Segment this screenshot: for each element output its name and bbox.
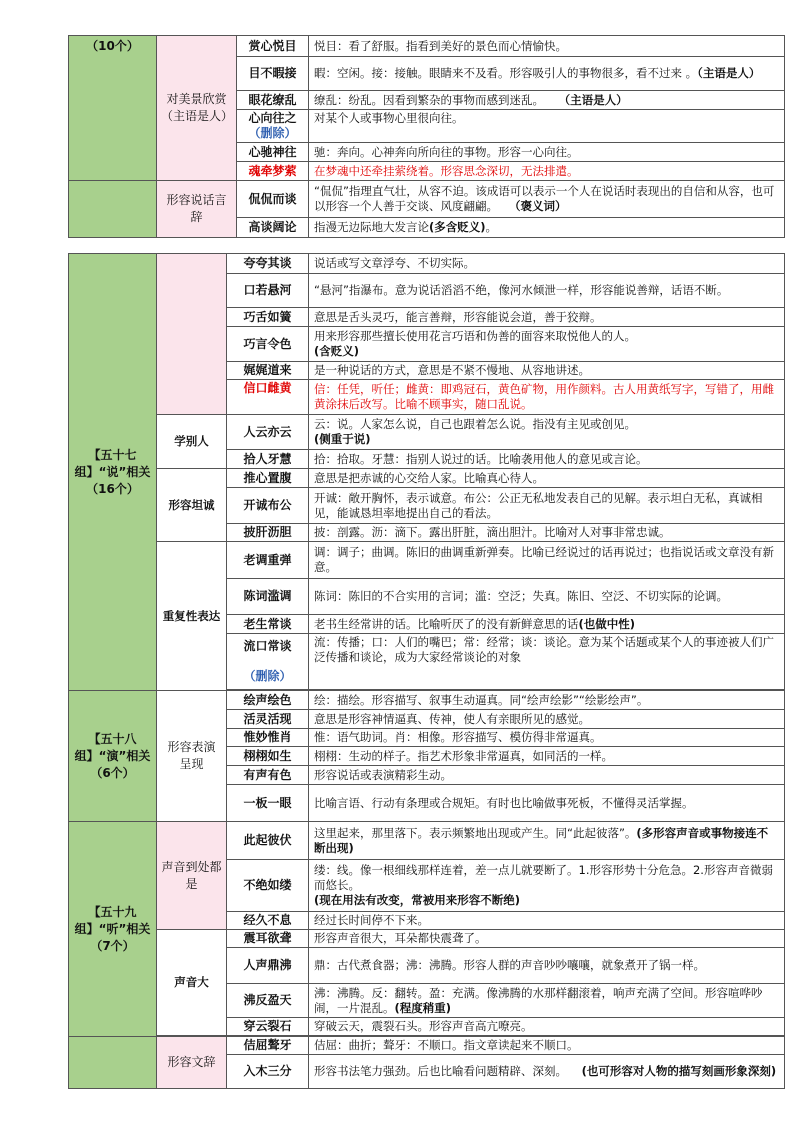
idiom-definition: 比喻言语、行动有条理或合规矩。有时也比喻做事死板，不懂得灵活掌握。 — [309, 785, 785, 822]
idiom-word: 不绝如缕 — [227, 860, 309, 912]
idiom-word: 拾人牙慧 — [227, 450, 309, 469]
idiom-definition: 意思是把赤诚的心交给人家。比喻真心待人。 — [309, 469, 785, 488]
idiom-word: 老生常谈 — [227, 615, 309, 634]
idiom-word: 心驰神往 — [237, 143, 309, 162]
idiom-definition: 开诚：敞开胸怀，表示诚意。布公：公正无私地发表自己的见解。表示坦白无私，真诚相见，能诚恳坦率地提出自己的看法。 — [309, 488, 785, 524]
idiom-definition: 在梦魂中还牵挂萦绕着。形容思念深切，无法排遣。 — [309, 162, 785, 181]
subcategory-cell: 重复性表达 — [157, 542, 227, 691]
idiom-definition: 栩栩：生动的样子。指艺术形象非常逼真，如同活的一样。 — [309, 747, 785, 766]
subcategory-cell: 声音到处都是 — [157, 822, 227, 930]
idiom-word: 开诚布公 — [227, 488, 309, 524]
idiom-word: 活灵活现 — [227, 710, 309, 729]
idiom-definition: 形容声音很大，耳朵都快震聋了。 — [309, 930, 785, 948]
idiom-word: 震耳欲聋 — [227, 930, 309, 948]
idiom-word: 陈词滥调 — [227, 579, 309, 615]
idiom-word: 巧言令色 — [227, 327, 309, 362]
idiom-word: 眼花缭乱 — [237, 91, 309, 110]
idiom-definition: 形容说话或表演精彩生动。 — [309, 766, 785, 785]
idiom-definition: 老书生经常讲的话。比喻听厌了的没有新鲜意思的话(也做中性) — [309, 615, 785, 634]
idiom-word: 赏心悦目 — [237, 36, 309, 57]
idiom-definition: 鼎：古代煮食器；沸：沸腾。形容人群的声音吵吵嚷嚷，就象煮开了锅一样。 — [309, 948, 785, 984]
idiom-word: 披肝沥胆 — [227, 524, 309, 542]
idiom-definition: “侃侃”指理直气壮，从容不迫。该成语可以表示一个人在说话时表现出的自信和从容，也可以形容一个人善于交谈、风度翩翩。 （褒义词） — [309, 181, 785, 218]
idiom-word: 信口雌黄 — [227, 380, 309, 415]
idiom-definition: 披：剖露。沥：滴下。露出肝脏，滴出胆汁。比喻对人对事非常忠诚。 — [309, 524, 785, 542]
idiom-definition: 经过长时间停不下来。 — [309, 912, 785, 930]
group-count: （10个） — [86, 39, 139, 53]
idiom-definition: 陈词：陈旧的不合实用的言词；滥：空泛；失真。陈旧、空泛、不切实际的论调。 — [309, 579, 785, 615]
idiom-word: 入木三分 — [227, 1055, 309, 1089]
idiom-word: 穿云裂石 — [227, 1018, 309, 1036]
idiom-definition: 用来形容那些擅长使用花言巧语和伪善的面容来取悦他人的人。 (含贬义) — [309, 327, 785, 362]
idiom-definition: 云：说。人家怎么说，自己也跟着怎么说。指没有主见或创见。 (侧重于说) — [309, 415, 785, 450]
group-cell — [69, 36, 157, 181]
subcategory-cell: 形容文辞 — [157, 1037, 227, 1089]
idiom-table-1 — [68, 35, 785, 238]
idiom-word: 推心置腹 — [227, 469, 309, 488]
idiom-table-2 — [68, 253, 785, 1089]
idiom-definition: 指漫无边际地大发言论(多含贬义)。 — [309, 218, 785, 238]
idiom-definition: 说话或写文章浮夸、不切实际。 — [309, 254, 785, 274]
idiom-word: 此起彼伏 — [227, 822, 309, 860]
subcategory-cell: 学别人 — [157, 415, 227, 469]
idiom-word: 流口常谈 （删除） — [227, 634, 309, 690]
subcategory-cell: 声音大 — [157, 930, 227, 1036]
idiom-definition: 缕：线。像一根细线那样连着，差一点儿就要断了。1.形容形势十分危急。2.形容声音微弱而悠长。 (现在用法有改变，常被用来形容不断绝) — [309, 860, 785, 912]
idiom-word: 侃侃而谈 — [237, 181, 309, 218]
group-57-cell: 【五十七组】“说”相关 （16个） — [69, 254, 157, 691]
idiom-definition: “悬河”指瀑布。意为说话滔滔不绝，像河水倾泄一样，形容能说善辩，话语不断。 — [309, 274, 785, 308]
idiom-word: 惟妙惟肖 — [227, 729, 309, 747]
group-58-cell: 【五十八组】“演”相关 （6个） — [69, 691, 157, 822]
idiom-word: 娓娓道来 — [227, 362, 309, 380]
delete-mark: （删除） — [248, 126, 297, 140]
idiom-word: 口若悬河 — [227, 274, 309, 308]
group-cell — [69, 1037, 157, 1089]
idiom-word: 经久不息 — [227, 912, 309, 930]
idiom-definition: 惟：语气助词。肖：相像。形容描写、模仿得非常逼真。 — [309, 729, 785, 747]
idiom-definition: 缭乱：纷乱。因看到繁杂的事物而感到迷乱。 （主语是人） — [309, 91, 785, 110]
idiom-definition: 拾：拾取。牙慧：指别人说过的话。比喻袭用他人的意见或言论。 — [309, 450, 785, 469]
idiom-definition: 调：调子；曲调。陈旧的曲调重新弹奏。比喻已经说过的话再说过；也指说话或文章没有新意。 — [309, 542, 785, 579]
idiom-word: 一板一眼 — [227, 785, 309, 822]
idiom-definition: 暇：空闲。接：接触。眼睛来不及看。形容吸引人的事物很多，看不过来 。（主语是人） — [309, 57, 785, 91]
idiom-word: 栩栩如生 — [227, 747, 309, 766]
idiom-word: 高谈阔论 — [237, 218, 309, 238]
idiom-word: 巧舌如簧 — [227, 308, 309, 327]
idiom-definition: 信：任凭，听任；雌黄：即鸡冠石，黄色矿物，用作颜料。古人用黄纸写字，写错了，用雌黄涂抹后改写。比喻不顾事实，随口乱说。 — [309, 380, 785, 415]
subcategory-cell: 形容表演呈现 — [157, 691, 227, 822]
idiom-definition: 这里起来，那里落下。表示频繁地出现或产生。同“此起彼落”。(多形容声音或事物接连不断出现) — [309, 822, 785, 860]
idiom-word: 魂牵梦萦 — [237, 162, 309, 181]
idiom-definition: 意思是舌头灵巧，能言善辩，形容能说会道，善于狡辩。 — [309, 308, 785, 327]
idiom-definition: 流：传播；口：人们的嘴巴；常：经常；谈：谈论。意为某个话题或某个人的事迹被人们广泛传播和谈论，成为大家经常谈论的对象 — [309, 634, 785, 690]
idiom-word: 沸反盈天 — [227, 984, 309, 1018]
idiom-definition: 佶屈：曲折；聱牙：不顺口。指文章读起来不顺口。 — [309, 1037, 785, 1055]
idiom-word: 佶屈聱牙 — [227, 1037, 309, 1055]
delete-mark: （删除） — [243, 669, 292, 683]
idiom-word: 夸夸其谈 — [227, 254, 309, 274]
subcategory-cell: 形容说话言辞 — [157, 181, 237, 238]
idiom-word: 心向往之 （删除） — [237, 110, 309, 143]
idiom-word: 老调重弹 — [227, 542, 309, 579]
idiom-definition: 穿破云天，震裂石头。形容声音高亢嘹亮。 — [309, 1018, 785, 1036]
subcategory-cell: 对美景欣赏（主语是人） — [157, 36, 237, 181]
idiom-definition: 是一种说话的方式，意思是不紧不慢地、从容地讲述。 — [309, 362, 785, 380]
group-59-cell: 【五十九组】“听”相关 （7个） — [69, 822, 157, 1037]
group-cell — [69, 181, 157, 238]
idiom-word: 有声有色 — [227, 766, 309, 785]
idiom-word: 目不暇接 — [237, 57, 309, 91]
idiom-definition: 对某个人或事物心里很向往。 — [309, 110, 785, 143]
idiom-definition: 驰：奔向。心神奔向所向往的事物。形容一心向往。 — [309, 143, 785, 162]
idiom-word: 人声鼎沸 — [227, 948, 309, 984]
idiom-definition: 悦目：看了舒服。指看到美好的景色而心情愉快。 — [309, 36, 785, 57]
idiom-definition: 沸：沸腾。反：翻转。盈：充满。像沸腾的水那样翻滚着，响声充满了空间。形容喧哗吵闹，一片混乱。(程度稍重) — [309, 984, 785, 1018]
idiom-definition: 形容书法笔力强劲。后也比喻看问题精辟、深刻。 (也可形容对人物的描写刻画形象深刻) — [309, 1055, 785, 1089]
idiom-definition: 绘：描绘。形容描写、叙事生动逼真。同“绘声绘影”“绘影绘声”。 — [309, 691, 785, 710]
subcategory-cell — [157, 254, 227, 415]
idiom-word: 绘声绘色 — [227, 691, 309, 710]
idiom-definition: 意思是形容神情逼真、传神，使人有亲眼所见的感觉。 — [309, 710, 785, 729]
subcategory-cell: 形容坦诚 — [157, 469, 227, 542]
idiom-word: 人云亦云 — [227, 415, 309, 450]
